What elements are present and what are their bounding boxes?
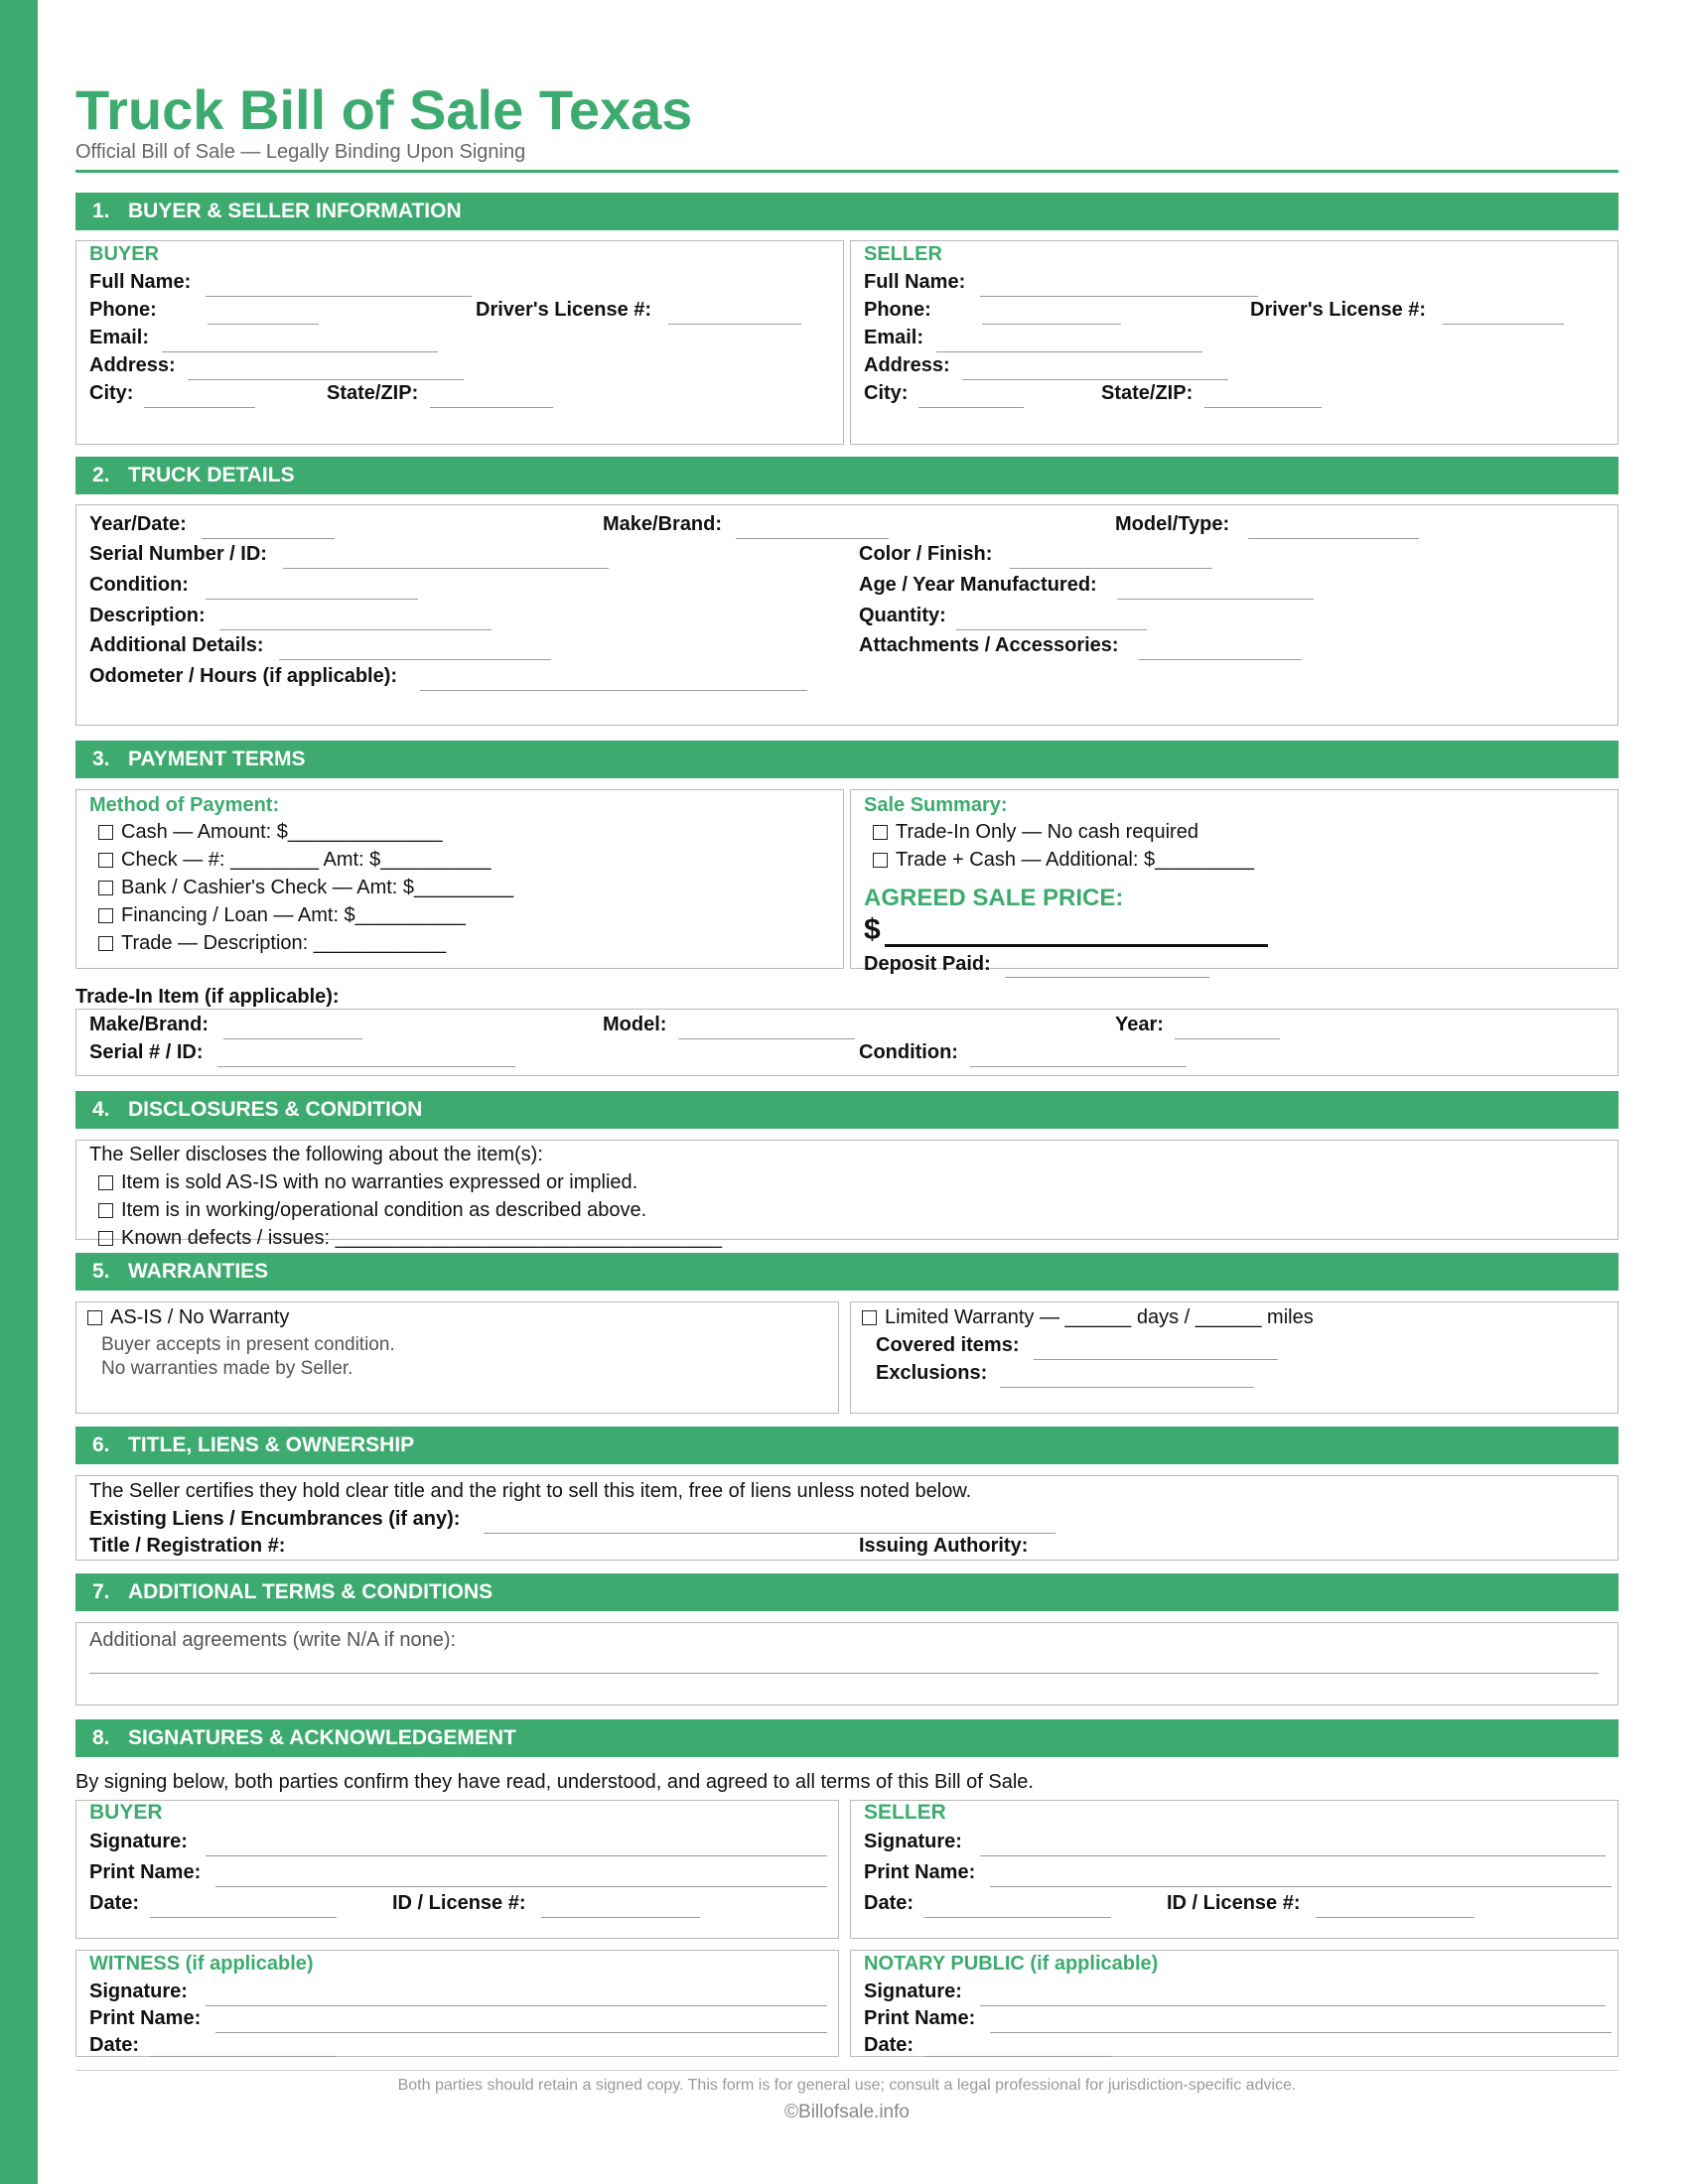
age-field[interactable] bbox=[1117, 599, 1314, 600]
trade-in-model-field[interactable] bbox=[678, 1038, 855, 1039]
odometer-field[interactable] bbox=[420, 690, 807, 691]
disclosures-intro: The Seller discloses the following about the item(s): bbox=[89, 1144, 543, 1165]
serial-label: Serial Number / ID: bbox=[89, 543, 267, 565]
dollar-sign: $ bbox=[864, 913, 881, 946]
buyer-signature-heading: BUYER bbox=[89, 1801, 163, 1824]
trade-in-model-label: Model: bbox=[603, 1014, 667, 1035]
witness-signature-label: Signature: bbox=[89, 1980, 188, 2002]
seller-city-label: City: bbox=[864, 382, 909, 404]
buyer-signature-box bbox=[75, 1800, 839, 1939]
buyer-full-name-field[interactable] bbox=[206, 296, 472, 297]
check-checkbox[interactable] bbox=[98, 853, 113, 868]
buyer-signature-field[interactable] bbox=[206, 1855, 827, 1856]
buyer-phone-field[interactable] bbox=[208, 324, 319, 325]
condition-field[interactable] bbox=[206, 599, 418, 600]
exclusions-label: Exclusions: bbox=[876, 1362, 988, 1384]
agreed-sale-price-heading: AGREED SALE PRICE: bbox=[864, 885, 1124, 911]
seller-date-label: Date: bbox=[864, 1892, 914, 1914]
bank-checkbox[interactable] bbox=[98, 881, 113, 895]
buyer-address-label: Address: bbox=[89, 354, 176, 376]
seller-city-field[interactable] bbox=[918, 407, 1024, 408]
seller-heading: SELLER bbox=[864, 243, 942, 265]
trade-in-year-field[interactable] bbox=[1175, 1038, 1280, 1039]
disclosure-working[interactable]: Item is in working/operational condition as described above. bbox=[98, 1198, 646, 1222]
notary-date-label: Date: bbox=[864, 2034, 914, 2056]
buyer-date-field[interactable] bbox=[150, 1917, 337, 1918]
sale-summary-box bbox=[850, 789, 1618, 975]
seller-email-label: Email: bbox=[864, 327, 924, 348]
buyer-city-label: City: bbox=[89, 382, 134, 404]
buyer-info-box bbox=[75, 240, 844, 445]
as-is-warranty-checkbox[interactable] bbox=[87, 1310, 102, 1325]
seller-email-field[interactable] bbox=[936, 351, 1202, 352]
payment-method-box bbox=[75, 789, 844, 969]
working-condition-checkbox[interactable] bbox=[98, 1203, 113, 1218]
buyer-signature-label: Signature: bbox=[89, 1831, 188, 1852]
covered-items-field[interactable] bbox=[1034, 1359, 1278, 1360]
trade-cash-option[interactable]: Trade + Cash — Additional: $_________ bbox=[873, 848, 1254, 872]
trade-in-condition-label: Condition: bbox=[859, 1041, 958, 1063]
quantity-label: Quantity: bbox=[859, 605, 946, 626]
section-header-signatures: 8. SIGNATURES & ACKNOWLEDGEMENT bbox=[75, 1719, 1618, 1757]
cash-checkbox[interactable] bbox=[98, 825, 113, 840]
trade-in-item-heading: Trade-In Item (if applicable): bbox=[75, 986, 340, 1008]
title-registration-label: Title / Registration #: bbox=[89, 1535, 286, 1557]
buyer-phone-label: Phone: bbox=[89, 299, 157, 321]
buyer-id-license-field[interactable] bbox=[541, 1917, 700, 1918]
limited-warranty-box bbox=[850, 1301, 1618, 1414]
trade-in-year-label: Year: bbox=[1115, 1014, 1164, 1035]
known-defects-checkbox[interactable] bbox=[98, 1231, 113, 1246]
payment-option-cash[interactable]: Cash — Amount: $______________ bbox=[98, 820, 443, 844]
seller-print-name-field[interactable] bbox=[990, 1886, 1612, 1887]
left-accent-stripe bbox=[0, 0, 38, 2184]
trade-in-serial-label: Serial # / ID: bbox=[89, 1041, 204, 1063]
limited-warranty-option[interactable]: Limited Warranty — ______ days / ______ miles bbox=[862, 1305, 1314, 1329]
buyer-state-zip-label: State/ZIP: bbox=[327, 382, 419, 404]
buyer-full-name-label: Full Name: bbox=[89, 271, 192, 293]
buyer-license-label: Driver's License #: bbox=[476, 299, 652, 321]
witness-print-name-field[interactable] bbox=[215, 2032, 827, 2033]
as-is-warranty-note-1: Buyer accepts in present condition. bbox=[101, 1334, 395, 1355]
trade-cash-checkbox[interactable] bbox=[873, 853, 888, 868]
buyer-date-label: Date: bbox=[89, 1892, 140, 1914]
limited-warranty-checkbox[interactable] bbox=[862, 1310, 877, 1325]
seller-signature-field[interactable] bbox=[980, 1855, 1606, 1856]
notary-signature-field[interactable] bbox=[980, 2005, 1606, 2006]
additional-terms-field[interactable] bbox=[89, 1673, 1599, 1674]
witness-heading: WITNESS (if applicable) bbox=[89, 1953, 314, 1975]
seller-signature-heading: SELLER bbox=[864, 1801, 946, 1824]
trade-in-item-box bbox=[75, 1009, 1618, 1076]
seller-phone-field[interactable] bbox=[982, 324, 1121, 325]
footer-copyright: ©Billofsale.info bbox=[784, 2102, 910, 2122]
disclosure-as-is[interactable]: Item is sold AS-IS with no warranties expressed or implied. bbox=[98, 1170, 637, 1194]
seller-phone-label: Phone: bbox=[864, 299, 931, 321]
section-header-additional-terms: 7. ADDITIONAL TERMS & CONDITIONS bbox=[75, 1573, 1618, 1611]
seller-signature-box bbox=[850, 1800, 1618, 1939]
footer-rule bbox=[75, 2070, 1618, 2071]
notary-signature-box bbox=[850, 1950, 1618, 2057]
as-is-warranty-note-2: No warranties made by Seller. bbox=[101, 1358, 353, 1379]
notary-print-name-label: Print Name: bbox=[864, 2007, 976, 2029]
witness-date-field[interactable] bbox=[150, 2056, 337, 2057]
make-label: Make/Brand: bbox=[603, 513, 723, 535]
notary-date-field[interactable] bbox=[924, 2056, 1111, 2057]
color-label: Color / Finish: bbox=[859, 543, 993, 565]
section-header-title-liens: 6. TITLE, LIENS & OWNERSHIP bbox=[75, 1427, 1618, 1464]
buyer-print-name-field[interactable] bbox=[215, 1886, 827, 1887]
seller-id-license-label: ID / License #: bbox=[1167, 1892, 1301, 1914]
additional-details-label: Additional Details: bbox=[89, 634, 264, 656]
financing-checkbox[interactable] bbox=[98, 908, 113, 923]
witness-date-label: Date: bbox=[89, 2034, 140, 2056]
trade-checkbox[interactable] bbox=[98, 936, 113, 951]
buyer-email-field[interactable] bbox=[162, 351, 438, 352]
odometer-label: Odometer / Hours (if applicable): bbox=[89, 665, 398, 687]
make-field[interactable] bbox=[736, 538, 889, 539]
buyer-id-license-label: ID / License #: bbox=[392, 1892, 526, 1914]
title-liens-box bbox=[75, 1475, 1618, 1561]
description-field[interactable] bbox=[219, 629, 492, 630]
notary-heading: NOTARY PUBLIC (if applicable) bbox=[864, 1953, 1159, 1975]
attachments-field[interactable] bbox=[1139, 659, 1302, 660]
description-label: Description: bbox=[89, 605, 206, 626]
covered-items-label: Covered items: bbox=[876, 1334, 1020, 1356]
seller-full-name-field[interactable] bbox=[980, 296, 1258, 297]
trade-in-make-label: Make/Brand: bbox=[89, 1014, 210, 1035]
condition-label: Condition: bbox=[89, 574, 189, 596]
witness-signature-box bbox=[75, 1950, 839, 2057]
page-title: Truck Bill of Sale Texas bbox=[75, 78, 693, 141]
sale-summary-heading: Sale Summary: bbox=[864, 794, 1008, 816]
trade-in-only-option[interactable]: Trade-In Only — No cash required bbox=[873, 820, 1198, 844]
seller-state-zip-label: State/ZIP: bbox=[1101, 382, 1194, 404]
seller-address-label: Address: bbox=[864, 354, 950, 376]
section-header-truck-details: 2. TRUCK DETAILS bbox=[75, 457, 1618, 494]
disclosure-defects[interactable]: Known defects / issues: ___________________________________ bbox=[98, 1226, 722, 1250]
attachments-label: Attachments / Accessories: bbox=[859, 634, 1119, 656]
age-label: Age / Year Manufactured: bbox=[859, 574, 1097, 596]
section-header-warranties: 5. WARRANTIES bbox=[75, 1253, 1618, 1291]
seller-license-label: Driver's License #: bbox=[1250, 299, 1427, 321]
as-is-disclosure-checkbox[interactable] bbox=[98, 1175, 113, 1190]
year-field[interactable] bbox=[202, 538, 335, 539]
trade-in-only-checkbox[interactable] bbox=[873, 825, 888, 840]
additional-details-field[interactable] bbox=[279, 659, 551, 660]
buyer-address-field[interactable] bbox=[188, 379, 464, 380]
serial-field[interactable] bbox=[283, 568, 609, 569]
as-is-warranty-option[interactable]: AS-IS / No Warranty bbox=[87, 1305, 289, 1329]
payment-option-bank[interactable]: Bank / Cashier's Check — Amt: $_________ bbox=[98, 876, 513, 899]
page-subtitle: Official Bill of Sale — Legally Binding Upon Signing bbox=[75, 141, 526, 163]
model-label: Model/Type: bbox=[1115, 513, 1230, 535]
truck-details-box bbox=[75, 504, 1618, 726]
as-is-warranty-box bbox=[75, 1301, 839, 1414]
deposit-paid-label: Deposit Paid: bbox=[864, 953, 991, 975]
seller-info-box bbox=[850, 240, 1618, 445]
signatures-intro: By signing below, both parties confirm they have read, understood, and agreed to all terms of this Bill of Sale. bbox=[75, 1771, 1034, 1793]
payment-method-heading: Method of Payment: bbox=[89, 794, 280, 816]
title-liens-intro: The Seller certifies they hold clear title and the right to sell this item, free of liens unless noted below. bbox=[89, 1480, 972, 1502]
color-field[interactable] bbox=[1010, 568, 1212, 569]
year-label: Year/Date: bbox=[89, 513, 187, 535]
seller-date-field[interactable] bbox=[924, 1917, 1111, 1918]
seller-full-name-label: Full Name: bbox=[864, 271, 966, 293]
section-header-disclosures: 4. DISCLOSURES & CONDITION bbox=[75, 1091, 1618, 1129]
agreed-sale-price-field[interactable] bbox=[885, 944, 1268, 947]
deposit-paid-field[interactable] bbox=[1005, 977, 1209, 978]
buyer-email-label: Email: bbox=[89, 327, 150, 348]
exclusions-field[interactable] bbox=[1000, 1387, 1254, 1388]
model-field[interactable] bbox=[1248, 538, 1419, 539]
existing-liens-label: Existing Liens / Encumbrances (if any): bbox=[89, 1508, 461, 1530]
trade-in-condition-field[interactable] bbox=[970, 1066, 1187, 1067]
buyer-state-zip-field[interactable] bbox=[430, 407, 553, 408]
payment-option-check[interactable]: Check — #: ________ Amt: $__________ bbox=[98, 848, 492, 872]
buyer-city-field[interactable] bbox=[144, 407, 255, 408]
buyer-print-name-label: Print Name: bbox=[89, 1861, 202, 1883]
buyer-heading: BUYER bbox=[89, 243, 160, 265]
section-header-payment-terms: 3. PAYMENT TERMS bbox=[75, 741, 1618, 778]
seller-signature-label: Signature: bbox=[864, 1831, 962, 1852]
seller-id-license-field[interactable] bbox=[1316, 1917, 1475, 1918]
disclosures-box bbox=[75, 1140, 1618, 1249]
seller-license-field[interactable] bbox=[1443, 324, 1564, 325]
section-header-buyer-seller: 1. BUYER & SELLER INFORMATION bbox=[75, 193, 1618, 230]
payment-option-financing[interactable]: Financing / Loan — Amt: $__________ bbox=[98, 903, 466, 927]
trade-in-serial-field[interactable] bbox=[217, 1066, 515, 1067]
witness-signature-field[interactable] bbox=[206, 2005, 827, 2006]
payment-option-trade[interactable]: Trade — Description: ____________ bbox=[98, 931, 446, 955]
issuing-authority-label: Issuing Authority: bbox=[859, 1535, 1029, 1557]
footer-note: Both parties should retain a signed copy. This form is for general use; consult a legal professional for jurisdiction-specific advice. bbox=[397, 2077, 1297, 2094]
notary-signature-label: Signature: bbox=[864, 1980, 962, 2002]
seller-print-name-label: Print Name: bbox=[864, 1861, 976, 1883]
buyer-license-field[interactable] bbox=[668, 324, 801, 325]
quantity-field[interactable] bbox=[956, 629, 1147, 630]
seller-address-field[interactable] bbox=[962, 379, 1228, 380]
header-rule bbox=[75, 170, 1618, 173]
seller-state-zip-field[interactable] bbox=[1204, 407, 1322, 408]
additional-terms-prompt: Additional agreements (write N/A if none): bbox=[89, 1629, 457, 1651]
additional-terms-box bbox=[75, 1622, 1618, 1706]
witness-print-name-label: Print Name: bbox=[89, 2007, 202, 2029]
trade-in-make-field[interactable] bbox=[223, 1038, 362, 1039]
notary-print-name-field[interactable] bbox=[990, 2032, 1612, 2033]
